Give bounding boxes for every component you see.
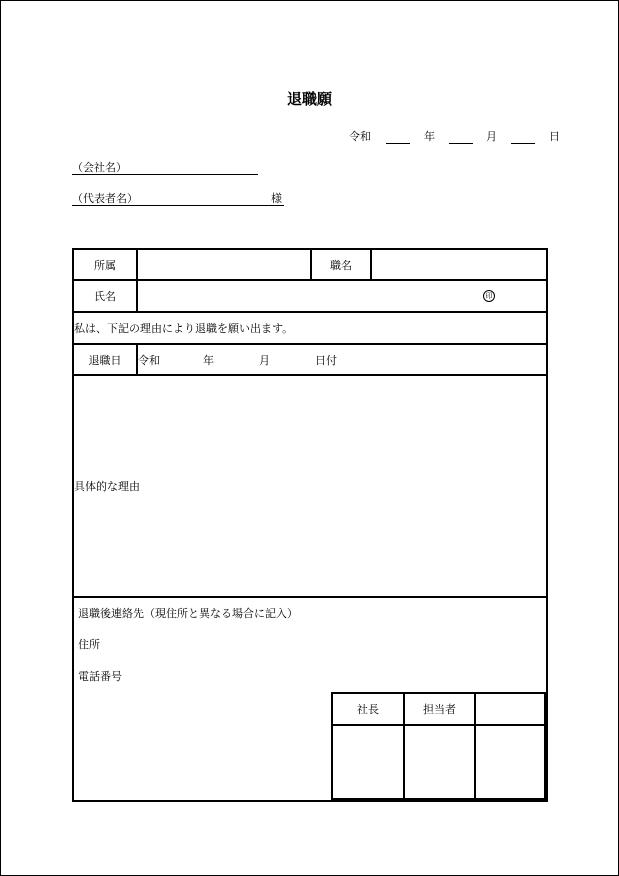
name-field[interactable] — [137, 280, 547, 312]
date-era: 令和 — [349, 130, 371, 143]
person-in-charge-label: 担当者 — [404, 693, 475, 725]
contact-label: 退職後連絡先（現住所と異なる場合に記入） — [78, 607, 298, 620]
company-name-blank[interactable] — [72, 174, 258, 175]
president-label: 社長 — [332, 693, 404, 725]
retire-date-year: 年 — [203, 353, 214, 367]
contact-section — [73, 597, 547, 801]
person-in-charge-stamp-cell[interactable] — [404, 725, 475, 799]
position-label: 職名 — [311, 249, 371, 280]
affiliation-field[interactable] — [137, 249, 311, 280]
phone-label: 電話番号 — [78, 670, 122, 683]
resignation-form — [72, 248, 548, 802]
representative-label: （代表者名） — [72, 192, 138, 205]
retire-date-era: 令和 — [138, 353, 160, 367]
honorific: 様 — [271, 192, 282, 205]
retire-date-label: 退職日 — [73, 344, 137, 375]
extra-stamp-cell[interactable] — [475, 725, 545, 799]
position-field[interactable] — [371, 249, 547, 280]
date-month-blank[interactable] — [449, 143, 473, 144]
company-label: （会社名） — [72, 161, 127, 174]
representative-name-blank[interactable] — [72, 205, 284, 206]
affiliation-label: 所属 — [73, 249, 137, 280]
retire-date-field[interactable] — [137, 344, 547, 375]
reason-field[interactable] — [73, 375, 547, 597]
retire-date-month: 月 — [259, 353, 270, 367]
name-label: 氏名 — [73, 280, 137, 312]
retire-date-day: 日付 — [315, 353, 337, 367]
date-year-label: 年 — [424, 130, 435, 143]
address-label: 住所 — [78, 638, 100, 651]
approval-extra-header — [475, 693, 545, 725]
date-month-label: 月 — [486, 130, 497, 143]
date-year-blank[interactable] — [386, 143, 410, 144]
date-day-blank[interactable] — [511, 143, 535, 144]
seal-icon: 印 — [483, 290, 495, 302]
reason-label: 具体的な理由 — [74, 480, 140, 493]
president-stamp-cell[interactable] — [332, 725, 404, 799]
date-day-label: 日 — [549, 130, 560, 143]
statement: 私は、下記の理由により退職を願い出ます。 — [73, 312, 547, 344]
document-title: 退職願 — [286, 90, 332, 108]
approval-stamp-box — [331, 692, 546, 800]
